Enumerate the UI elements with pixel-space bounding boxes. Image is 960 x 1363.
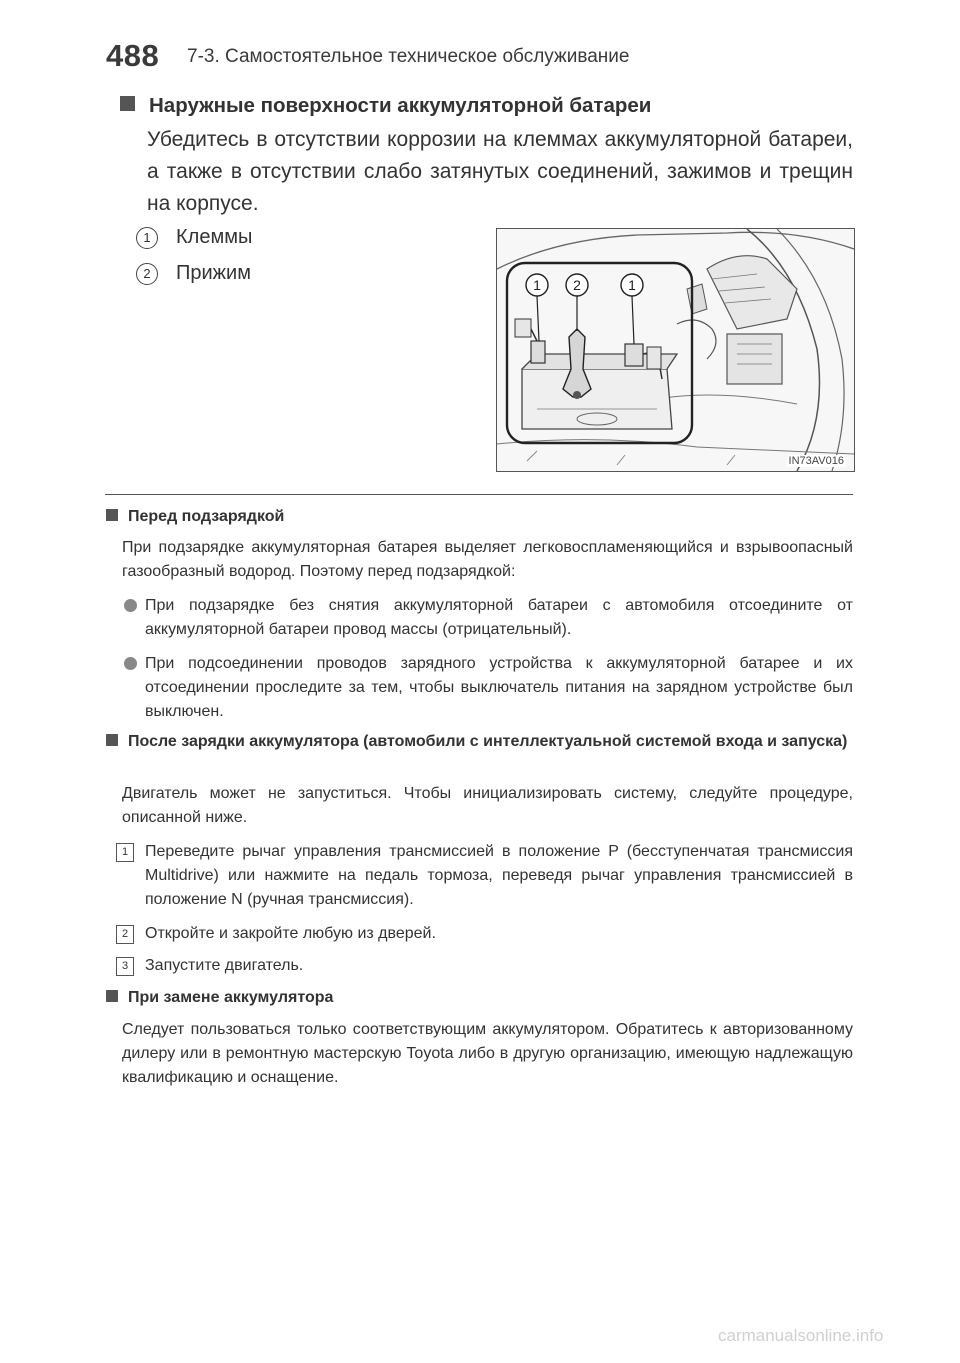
svg-text:2: 2 <box>573 277 581 293</box>
step-number: 1 <box>116 843 134 862</box>
before-charging-heading: Перед подзарядкой <box>106 508 284 526</box>
replacing-text: Следует пользоваться только соответствующим аккумулятором. Обратитесь к авторизованному дилеру или в ремонтную мастерскую Toyota либо в другую организацию, имеющую надлежащую квалификацию и оснащение. <box>122 1021 853 1086</box>
svg-text:1: 1 <box>628 277 636 293</box>
step-3: 3 Запустите двигатель. <box>116 954 853 978</box>
legend-number: 1 <box>136 227 158 249</box>
legend-item-clamp <box>136 262 251 285</box>
after-charging-heading: После зарядки аккумулятора (автомобили с интеллектуальной системой входа и запуска) <box>106 730 853 754</box>
bullet-item: При подзарядке без снятия аккумуляторной батареи с автомобиля отсоедините от аккумуляторной батареи провод массы (отрицательный). <box>124 594 853 642</box>
engine-bay-drawing <box>497 229 854 471</box>
battery-surface-heading: Наружные поверхности аккумуляторной батареи <box>120 94 651 118</box>
legend-item-terminals <box>136 226 252 249</box>
step-2: 2 Откройте и закройте любую из дверей. <box>116 922 853 946</box>
page-number: 488 <box>106 38 160 73</box>
square-bullet-icon <box>120 96 135 111</box>
bullet-item: При подсоединении проводов зарядного устройства к аккумуляторной батарее и их отсоединении проследите за тем, чтобы выключатель питания на зарядном устройстве был выключен. <box>124 652 853 724</box>
callout-1-left <box>526 274 548 296</box>
before-charging-text: При подзарядке аккумуляторная батарея выделяет легковоспламеняющийся и взрывоопасный газообразный водород. Поэтому перед подзарядкой: <box>122 539 853 580</box>
legend-label: Прижим <box>176 262 251 284</box>
square-bullet-icon <box>106 734 118 746</box>
section-title: 7-3. Самостоятельное техническое обслуживание <box>187 46 630 67</box>
step-1: 1 Переведите рычаг управления трансмиссией в положение P (бесступенчатая трансмиссия Multidrive) или нажмите на педаль тормоза, переведя рычаг управления трансмиссией в положение N (ручная трансмиссия). <box>116 840 853 912</box>
page-header <box>106 38 866 78</box>
replacing-heading: При замене аккумулятора <box>106 989 333 1007</box>
square-bullet-icon <box>106 990 118 1002</box>
battery-surface-text: Убедитесь в отсутствии коррозии на клеммах аккумуляторной батареи, а также в отсутствии слабо затянутых соединений, зажимов и трещин на корпусе. <box>147 128 853 215</box>
watermark: carmanualsonline.info <box>718 1326 884 1345</box>
round-bullet-icon <box>124 657 137 670</box>
svg-text:1: 1 <box>533 277 541 293</box>
battery-illustration <box>496 228 855 472</box>
figure-code: IN73AV016 <box>788 455 844 467</box>
round-bullet-icon <box>124 599 137 612</box>
callout-2 <box>566 274 588 296</box>
step-number: 2 <box>116 925 134 944</box>
section-divider <box>105 494 853 495</box>
legend-number: 2 <box>136 263 158 285</box>
after-charging-text: Двигатель может не запуститься. Чтобы инициализировать систему, следуйте процедуре, описанной ниже. <box>122 785 853 826</box>
callout-1-right <box>621 274 643 296</box>
square-bullet-icon <box>106 509 118 521</box>
step-number: 3 <box>116 957 134 976</box>
legend-label: Клеммы <box>176 226 253 248</box>
